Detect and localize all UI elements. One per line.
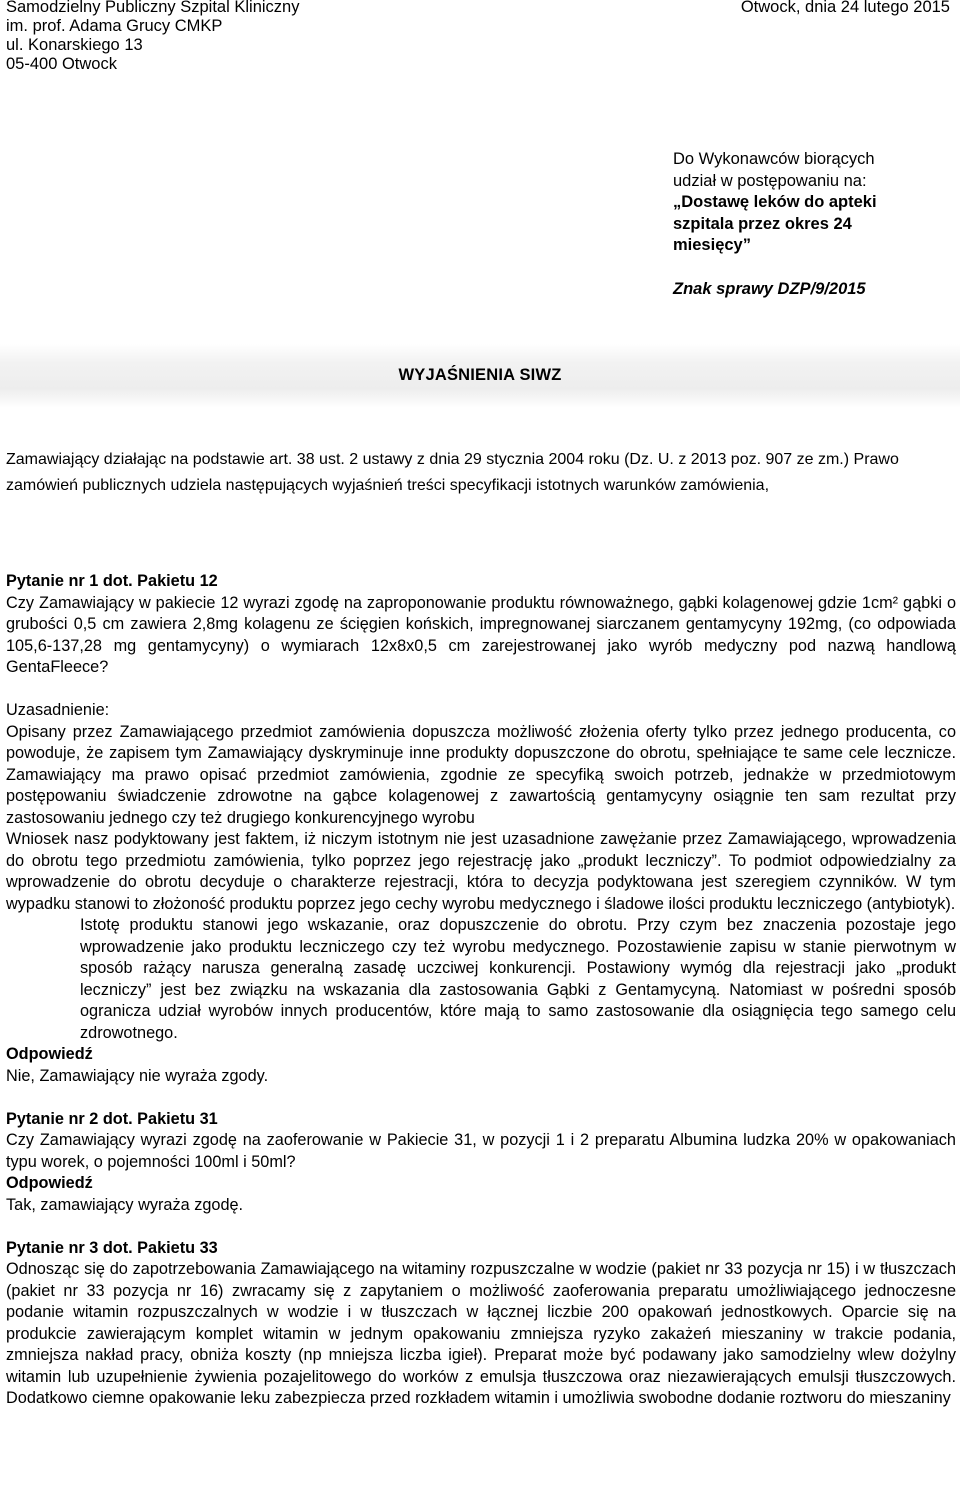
recipient-line: udział w postępowaniu na:: [673, 171, 867, 190]
question-text: Czy Zamawiający w pakiecie 12 wyrazi zgodę na zaproponowanie produktu równoważnego, gąbki kolagenowej gdzie 1cm² gąbki o grubości 0,5 cm zawiera 2,8mg kolagenu ze ścięgien końskich, impregnowanej siarczanem gentamycyny 192mg, (co odpowiada 105,6-137,28 mg gentamycyny) o wymiarach 12x8x0,5 cm zarejestrowanej jako wyrób medyczny pod nazwą handlową GentaFleece?: [6, 593, 956, 676]
recipient-block: [673, 149, 958, 257]
justification-paragraph: Istotę produktu stanowi jego wskazanie, oraz dopuszczenie do obrotu. Przy czym bez znaczenia pozostaje jego wprowadzenie jako produktu leczniczego czy też wyrobu medycznego. Pozostawienie zapisu w stanie pierwotnym w sposób rażący narusza generalną zasadę uczciwej konkurencji. Postawiony wymóg dla rejestracji jako „produkt leczniczy” jest bez związku na wskazania dla zastosowania Gąbki z Gentamycyną. Natomiast w pośredni sposób ogranicza udział wyrobów innych producentów, które mają to samo zastosowanie dla osiągnięcia tego samego celu zdrowotnego.: [80, 916, 956, 1042]
subject-line: szpitala przez okres 24: [673, 214, 852, 233]
question-heading: Pytanie nr 1 dot. Pakietu 12: [6, 572, 218, 590]
sender-line: im. prof. Adama Grucy CMKP: [6, 17, 223, 35]
sender-line: Samodzielny Publiczny Szpital Kliniczny: [6, 0, 300, 16]
sender-line: 05-400 Otwock: [6, 55, 117, 73]
case-reference: Znak sprawy DZP/9/2015: [673, 280, 866, 298]
question-heading: Pytanie nr 2 dot. Pakietu 31: [6, 1109, 218, 1128]
answer-label: Odpowiedź: [6, 1174, 93, 1192]
subject-line: „Dostawę leków do apteki: [673, 193, 877, 211]
recipient-line: Do Wykonawców biorących: [673, 150, 875, 168]
answer-label: Odpowiedź: [6, 1045, 93, 1063]
document-body: [6, 571, 956, 1410]
answer-text: Tak, zamawiający wyraża zgodę.: [6, 1195, 244, 1214]
question-text: Odnosząc się do zapotrzebowania Zamawiającego na witaminy rozpuszczalne w wodzie (pakiet nr 33 pozycja nr 15) i w tłuszczach (pakiet nr 33 pozycja nr 16) zwracamy się z zapytaniem o możliwość zaoferowania preparatu umożliwiającego jednoczesne podanie witamin rozpuszczalnych w wodzie i w tłuszczach w łącznej liczbie 200 opakowań jednostkowych. Oparcie się na produkcie zawierającym komplet witamin w jednym opakowaniu zmniejsza ryzyko zakażeń mieszaniny w trakcie podania, zmniejsza nakład pracy, obniża koszty (np mniejsza liczba igieł). Preparat może być podawany jako samodzielny wlew dożylny witamin lub uzupełnienie żywienia pozajelitowego do worków z emulsja tłuszczowa oraz niezawierających emulsji tłuszczowych. Dodatkowo ciemne opakowanie leku zabezpiecza przed rozkładem witamin i umożliwia swobodne dodanie roztworu do mieszaniny: [6, 1260, 956, 1407]
justification-paragraph: Opisany przez Zamawiającego przedmiot zamówienia dopuszcza możliwość złożenia oferty tylko przez jednego producenta, co powoduje, że zapisem tym Zamawiający dyskryminuje inne produkty dopuszczone do obrotu, spełniające te same cele lecznicze. Zamawiający ma prawo opisać przedmiot zamówienia, zgodnie ze specyfiką swoich potrzeb, jednakże w przedmiotowym postępowaniu świadczenie zdrowotne na gąbce kolagenowej z zawartością gentamycyny osiągnie ten sam rezultat przy zastosowaniu jednego czy też drugiego konkurencyjnego wyrobu: [6, 722, 956, 827]
question-text: Czy Zamawiający wyrazi zgodę na zaoferowanie w Pakiecie 31, w pozycji 1 i 2 preparatu Albumina ludzka 20% w opakowaniach typu worek, o pojemności 100ml i 50ml?: [6, 1131, 956, 1171]
justification-paragraph: Wniosek nasz podyktowany jest faktem, iż niczym istotnym nie jest uzasadnione zawężanie przez Zamawiającego, wprowadzenia do obrotu tego przedmiotu zamówienia, tylko poprzez jego rejestrację jako „produkt leczniczy”. To podmiot odpowiedzialny za wprowadzenie do obrotu decyduje o charakterze rejestracji, która to decyzja podyktowana jest szeregiem czynników. W tym wypadku stanowi to złożoność produktu poprzez jego cechy wyrobu medycznego i śladowe ilości produktu leczniczego (antybiotyk).: [6, 830, 956, 913]
question-heading: Pytanie nr 3 dot. Pakietu 33: [6, 1238, 218, 1257]
answer-text: Nie, Zamawiający nie wyraża zgody.: [6, 1066, 269, 1085]
document-date: Otwock, dnia 24 lutego 2015: [740, 0, 950, 16]
document-title: WYJAŚNIENIA SIWZ: [398, 366, 562, 384]
sender-line: ul. Konarskiego 13: [6, 36, 143, 54]
justification-label: Uzasadnienie:: [6, 701, 110, 719]
intro-paragraph: Zamawiający działając na podstawie art. 38 ust. 2 ustawy z dnia 29 stycznia 2004 roku (Dz. U. z 2013 poz. 907 ze zm.) Prawo zamówień publicznych udziela następujących wyjaśnień treści specyfikacji istotnych warunków zamówienia,: [6, 451, 899, 494]
sender-address: [6, 0, 299, 74]
subject-line: miesięcy”: [673, 236, 751, 254]
